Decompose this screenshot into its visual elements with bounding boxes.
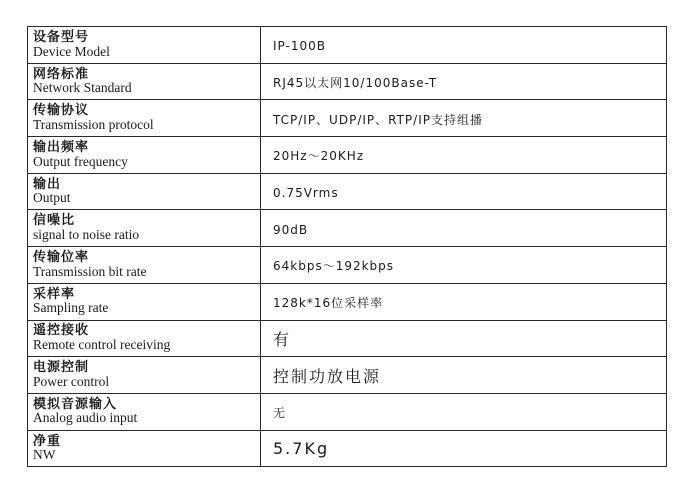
spec-label-cell	[28, 63, 261, 100]
spec-label-en: Device Model	[33, 43, 110, 59]
spec-label-cell	[28, 247, 261, 284]
table-row	[28, 137, 667, 174]
spec-label-cell	[28, 430, 261, 467]
spec-label-cell	[28, 393, 261, 430]
table-row	[28, 210, 667, 247]
spec-label-cn: 传输协议	[33, 103, 90, 119]
spec-label-cell	[28, 100, 261, 137]
spec-value-cell	[261, 173, 667, 210]
table-row	[28, 27, 667, 64]
spec-label-en: Transmission bit rate	[33, 263, 147, 279]
spec-label-cn: 输出频率	[33, 140, 90, 155]
table-row	[28, 357, 667, 394]
table-row	[28, 100, 667, 137]
spec-value: 64kbps～192kbps	[273, 259, 395, 274]
spec-label-en: Sampling rate	[33, 300, 109, 316]
spec-value: 90dB	[273, 222, 309, 237]
spec-label-en: Transmission protocol	[33, 116, 154, 132]
spec-label-en: Analog audio input	[33, 410, 138, 426]
table-row	[28, 283, 667, 320]
spec-label-en: Power control	[33, 373, 110, 389]
spec-label-cn: 输出	[33, 176, 62, 192]
spec-value-cell	[261, 63, 667, 100]
spec-value-cell	[261, 430, 667, 467]
table-row	[28, 247, 667, 284]
spec-label-cell	[28, 357, 261, 394]
table-row	[28, 320, 667, 357]
spec-value-cell	[261, 100, 667, 137]
spec-value: 0.75Vrms	[273, 186, 339, 201]
spec-label-cell	[28, 210, 261, 247]
table-row	[28, 393, 667, 430]
spec-value: 5.7Kg	[273, 438, 330, 458]
spec-value-cell	[261, 247, 667, 284]
spec-value-cell	[261, 27, 667, 64]
spec-label-cn: 网络标准	[33, 66, 90, 82]
spec-value-cell	[261, 357, 667, 394]
spec-label-cell	[28, 173, 261, 210]
spec-value-cell	[261, 320, 667, 357]
table-row	[28, 173, 667, 210]
spec-label-en: Output frequency	[33, 153, 128, 169]
spec-label-cell	[28, 283, 261, 320]
spec-value: 控制功放电源	[273, 366, 382, 386]
spec-value: 20Hz～20KHz	[273, 149, 365, 164]
spec-label-en: signal to noise ratio	[33, 227, 140, 243]
spec-value: 有	[273, 329, 292, 349]
spec-label-cell	[28, 320, 261, 357]
spec-label-cn: 遥控接收	[33, 323, 90, 339]
spec-value-cell	[261, 210, 667, 247]
spec-label-cn: 信噪比	[33, 213, 76, 229]
table-row	[28, 430, 667, 467]
spec-label-cell	[28, 27, 261, 64]
spec-label-en: Network Standard	[33, 80, 132, 96]
spec-value-cell	[261, 393, 667, 430]
spec-label-cn: 传输位率	[33, 250, 90, 266]
spec-label-en: Remote control receiving	[33, 337, 171, 353]
spec-label-en: NW	[33, 447, 56, 463]
spec-value: RJ45以太网10/100Base-T	[273, 76, 438, 91]
spec-value-cell	[261, 137, 667, 174]
spec-value: IP-100B	[273, 39, 326, 54]
spec-label-en: Output	[33, 190, 71, 206]
spec-label-cn: 设备型号	[33, 29, 90, 45]
spec-value-cell	[261, 283, 667, 320]
spec-label-cn: 净重	[33, 433, 62, 449]
spec-value: TCP/IP、UDP/IP、RTP/IP支持组播	[273, 112, 483, 127]
spec-value: 128k*16位采样率	[273, 296, 384, 311]
spec-label-cn: 模拟音源输入	[33, 396, 118, 412]
spec-label-cn: 采样率	[33, 286, 76, 302]
spec-label-cell	[28, 137, 261, 174]
table-row	[28, 63, 667, 100]
spec-value: 无	[273, 406, 287, 421]
spec-table	[27, 26, 667, 467]
spec-label-cn: 电源控制	[33, 360, 90, 376]
